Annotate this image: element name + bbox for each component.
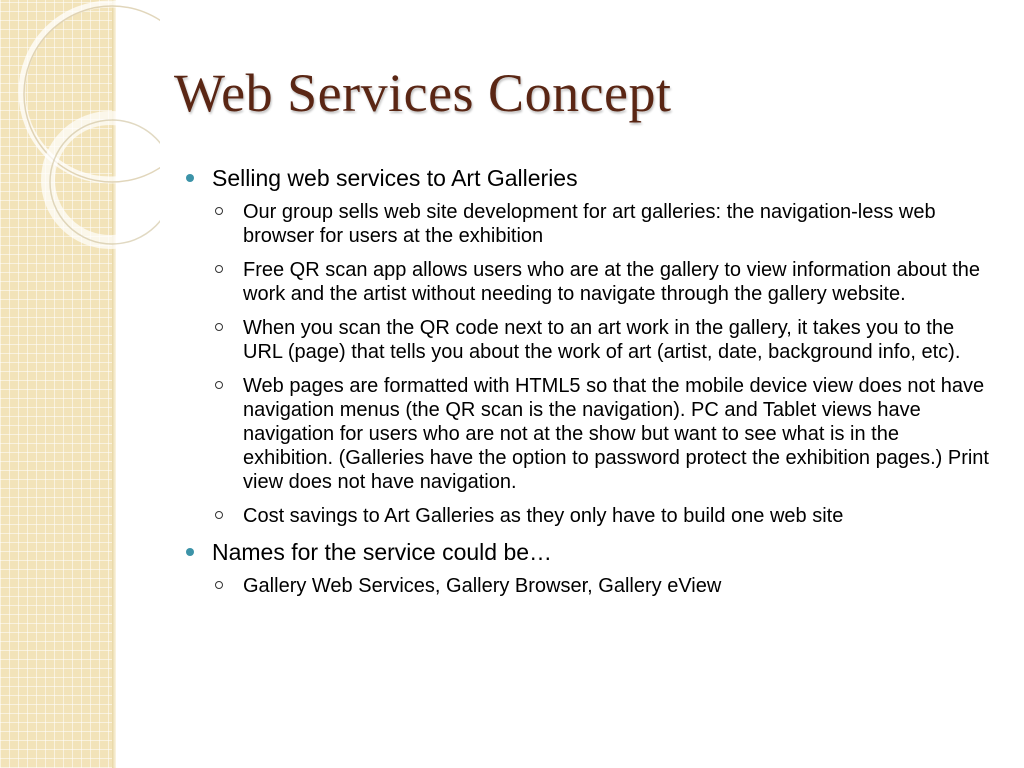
bullet-text: Names for the service could be… (212, 539, 553, 565)
slide-content (184, 164, 994, 608)
sub-bullet-text: Free QR scan app allows users who are at the gallery to view information about the work and the artist without needing to navigate through the gallery website. (243, 259, 981, 305)
bullet-item (184, 164, 994, 528)
sub-bullet-item (212, 574, 994, 598)
bullet-text: Selling web services to Art Galleries (212, 165, 578, 191)
sub-bullet-item (212, 504, 994, 528)
sub-bullet-text: Cost savings to Art Galleries as they only have to build one web site (243, 505, 844, 527)
sub-bullet-list (212, 574, 994, 598)
sub-bullet-text: Our group sells web site development for art galleries: the navigation-less web browser for users at the exhibition (243, 201, 936, 247)
sub-bullet-list (212, 200, 994, 528)
sub-bullet-text: When you scan the QR code next to an art work in the gallery, it takes you to the URL (page) that tells you about the work of art (artist, date, background info, etc). (243, 317, 961, 363)
bullet-list (184, 164, 994, 598)
sub-bullet-ring-icon (215, 323, 223, 331)
bullet-dot-icon (186, 548, 194, 556)
sub-bullet-item (212, 316, 994, 364)
bullet-dot-icon (186, 174, 194, 182)
bullet-item (184, 538, 994, 598)
sub-bullet-text: Web pages are formatted with HTML5 so that the mobile device view does not have navigation menus (the QR scan is the navigation). PC and Tablet views have navigation for users who are not at the show but want to see what is in the exhibition. (Galleries have the option to password protect the exhibition pages.) Print view does not have navigation. (243, 375, 989, 493)
sub-bullet-item (212, 258, 994, 306)
slide-title: Web Services Concept (174, 63, 672, 123)
sub-bullet-text: Gallery Web Services, Gallery Browser, Gallery eView (243, 575, 722, 597)
decorative-rings-icon (0, 0, 160, 280)
sub-bullet-item (212, 374, 994, 494)
sub-bullet-ring-icon (215, 381, 223, 389)
sub-bullet-ring-icon (215, 265, 223, 273)
sub-bullet-ring-icon (215, 207, 223, 215)
sub-bullet-ring-icon (215, 581, 223, 589)
sub-bullet-ring-icon (215, 511, 223, 519)
sub-bullet-item (212, 200, 994, 248)
